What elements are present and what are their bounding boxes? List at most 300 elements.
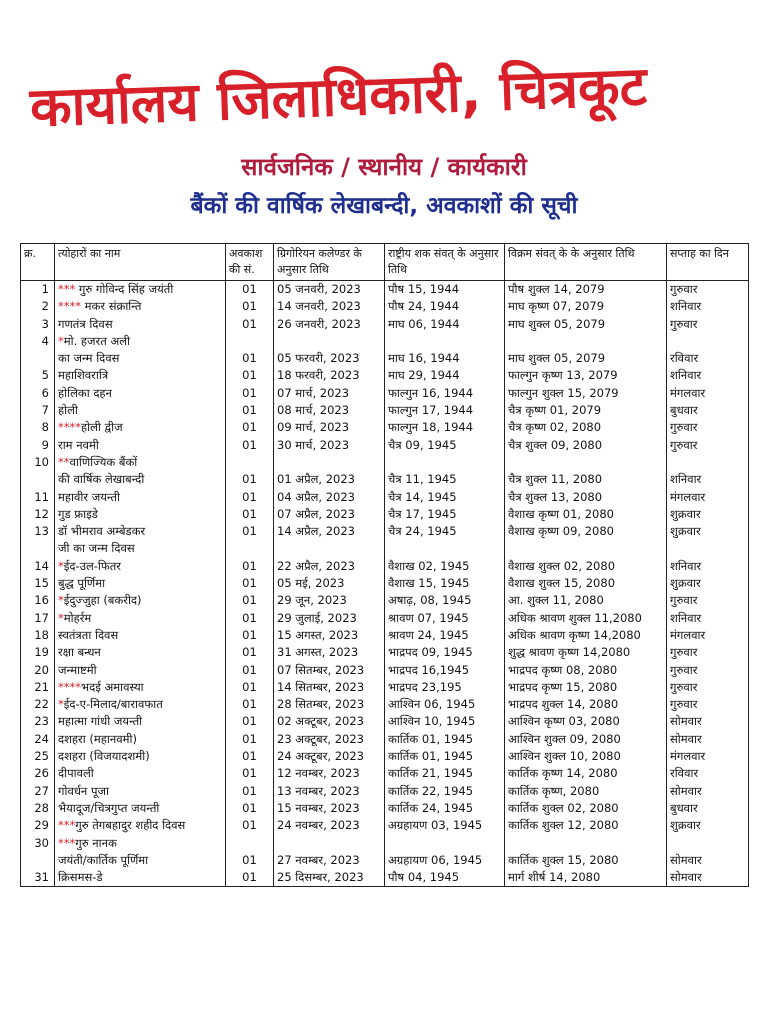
festival-name-cell — [55, 471, 226, 488]
serial-cell: 21 — [21, 679, 55, 696]
holiday-code-cell: 01 — [226, 748, 274, 765]
weekday-cell: शुक्रवार — [667, 506, 749, 523]
festival-name: गुड फ्राइडे — [58, 506, 98, 521]
festival-name: वाणिज्यिक बैंकों — [69, 454, 138, 469]
saka-date-cell: आश्विन 06, 1945 — [385, 696, 505, 713]
saka-date-cell: भाद्रपद 09, 1945 — [385, 644, 505, 661]
table-row — [21, 817, 749, 834]
asterisk-mark: * — [58, 697, 64, 712]
festival-name: मोहर्रम — [63, 610, 92, 625]
asterisk-mark: **** — [58, 420, 81, 435]
festival-name: होलिका दहन — [58, 385, 112, 400]
serial-cell — [21, 350, 55, 367]
table-row — [21, 385, 749, 402]
gregorian-date-cell: 05 फरवरी, 2023 — [274, 350, 385, 367]
vikram-date-cell: पौष शुक्ल 14, 2079 — [505, 281, 667, 299]
weekday-cell: गुरुवार — [667, 419, 749, 436]
festival-name: भैयादूज/चित्रगुप्त जयन्ती — [58, 800, 160, 815]
saka-date-cell: माघ 16, 1944 — [385, 350, 505, 367]
serial-cell: 3 — [21, 316, 55, 333]
table-row — [21, 333, 749, 350]
gregorian-date-cell: 27 नवम्बर, 2023 — [274, 852, 385, 869]
holiday-code-cell: 01 — [226, 402, 274, 419]
asterisk-mark: * — [58, 593, 64, 608]
holiday-code-cell: 01 — [226, 696, 274, 713]
vikram-date-cell: वैशाख शुक्ल 15, 2080 — [505, 575, 667, 592]
vikram-date-cell: माघ शुक्ल 05, 2079 — [505, 316, 667, 333]
festival-name: गोवर्धन पूजा — [58, 783, 110, 798]
gregorian-date-cell — [274, 454, 385, 471]
table-row — [21, 869, 749, 887]
table-row — [21, 765, 749, 782]
weekday-cell: शुक्रवार — [667, 575, 749, 592]
festival-name-cell — [55, 783, 226, 800]
vikram-date-cell: आ. शुक्ल 11, 2080 — [505, 592, 667, 609]
gregorian-date-cell: 07 मार्च, 2023 — [274, 385, 385, 402]
vikram-date-cell — [505, 835, 667, 852]
holiday-code-cell: 01 — [226, 627, 274, 644]
asterisk-mark: *** — [58, 835, 76, 850]
holiday-code-cell: 01 — [226, 575, 274, 592]
vikram-date-cell: फाल्गुन शुक्ल 15, 2079 — [505, 385, 667, 402]
serial-cell: 22 — [21, 696, 55, 713]
serial-cell: 28 — [21, 800, 55, 817]
festival-name-cell — [55, 696, 226, 713]
saka-date-cell: माघ 29, 1944 — [385, 367, 505, 384]
festival-name: ईद-ए-मिलाद/बारावफात — [63, 697, 163, 712]
serial-cell: 11 — [21, 489, 55, 506]
serial-cell: 7 — [21, 402, 55, 419]
header-serial: क्र. — [21, 244, 55, 281]
serial-cell: 17 — [21, 610, 55, 627]
weekday-cell: शनिवार — [667, 558, 749, 575]
header-gregorian-date: ग्रिगोरियन कलेण्डर के अनुसार तिथि — [274, 244, 385, 281]
vikram-date-cell: कार्तिक कृष्ण 14, 2080 — [505, 765, 667, 782]
holiday-code-cell: 01 — [226, 852, 274, 869]
festival-name: की वार्षिक लेखाबन्दी — [58, 472, 145, 487]
saka-date-cell: वैशाख 02, 1945 — [385, 558, 505, 575]
asterisk-mark: ** — [58, 454, 70, 469]
table-row — [21, 627, 749, 644]
festival-name-cell — [55, 316, 226, 333]
saka-date-cell: कार्तिक 01, 1945 — [385, 748, 505, 765]
vikram-date-cell: माघ शुक्ल 05, 2079 — [505, 350, 667, 367]
asterisk-mark: *** — [58, 282, 76, 296]
serial-cell: 2 — [21, 298, 55, 315]
serial-cell: 13 — [21, 523, 55, 540]
vikram-date-cell: कार्तिक शुक्ल 02, 2080 — [505, 800, 667, 817]
festival-name: मो. हजरत अली — [63, 333, 131, 348]
table-row — [21, 783, 749, 800]
festival-name-cell — [55, 575, 226, 592]
festival-name-cell — [55, 540, 226, 557]
weekday-cell: बुधवार — [667, 800, 749, 817]
header-festival-name: त्योहारों का नाम — [55, 244, 226, 281]
header-holiday-code: अवकाश की सं. — [226, 244, 274, 281]
saka-date-cell: वैशाख 15, 1945 — [385, 575, 505, 592]
holiday-table — [20, 243, 749, 887]
festival-name-cell — [55, 385, 226, 402]
saka-date-cell: कार्तिक 24, 1945 — [385, 800, 505, 817]
table-row — [21, 367, 749, 384]
gregorian-date-cell: 31 अगस्त, 2023 — [274, 644, 385, 661]
vikram-date-cell — [505, 333, 667, 350]
gregorian-date-cell: 18 फरवरी, 2023 — [274, 367, 385, 384]
festival-name-cell — [55, 800, 226, 817]
weekday-cell: गुरुवार — [667, 662, 749, 679]
holiday-code-cell: 01 — [226, 592, 274, 609]
saka-date-cell — [385, 333, 505, 350]
vikram-date-cell: वैशाख कृष्ण 01, 2080 — [505, 506, 667, 523]
table-row — [21, 471, 749, 488]
category-subtitle: सार्वजनिक / स्थानीय / कार्यकारी — [241, 153, 527, 181]
festival-name-cell — [55, 437, 226, 454]
festival-name-cell — [55, 298, 226, 315]
festival-name-cell — [55, 419, 226, 436]
table-row — [21, 679, 749, 696]
gregorian-date-cell: 24 अक्टूबर, 2023 — [274, 748, 385, 765]
vikram-date-cell: अधिक श्रावण कृष्ण 14,2080 — [505, 627, 667, 644]
gregorian-date-cell: 05 मई, 2023 — [274, 575, 385, 592]
table-row — [21, 523, 749, 540]
serial-cell: 16 — [21, 592, 55, 609]
festival-name: होली द्वीज — [81, 420, 123, 435]
weekday-cell: गुरुवार — [667, 437, 749, 454]
serial-cell: 5 — [21, 367, 55, 384]
festival-name-cell — [55, 765, 226, 782]
gregorian-date-cell — [274, 835, 385, 852]
festival-name-cell — [55, 489, 226, 506]
saka-date-cell: फाल्गुन 18, 1944 — [385, 419, 505, 436]
holiday-code-cell: 01 — [226, 662, 274, 679]
weekday-cell: रविवार — [667, 765, 749, 782]
festival-name-cell — [55, 713, 226, 730]
weekday-cell: शुक्रवार — [667, 523, 749, 540]
saka-date-cell: भाद्रपद 23,195 — [385, 679, 505, 696]
vikram-date-cell: कार्तिक शुक्ल 12, 2080 — [505, 817, 667, 834]
weekday-cell: गुरुवार — [667, 679, 749, 696]
serial-cell: 26 — [21, 765, 55, 782]
vikram-date-cell: चैत्र शुक्ल 11, 2080 — [505, 471, 667, 488]
gregorian-date-cell — [274, 333, 385, 350]
saka-date-cell: चैत्र 09, 1945 — [385, 437, 505, 454]
list-title: बैंकों की वार्षिक लेखाबन्दी, अवकाशों की सूची — [190, 193, 578, 219]
weekday-cell: मंगलवार — [667, 489, 749, 506]
holiday-code-cell: 01 — [226, 558, 274, 575]
festival-name: बुद्ध पूर्णिमा — [58, 576, 106, 591]
weekday-cell — [667, 835, 749, 852]
serial-cell: 19 — [21, 644, 55, 661]
weekday-cell: मंगलवार — [667, 748, 749, 765]
holiday-code-cell: 01 — [226, 471, 274, 488]
saka-date-cell: अग्रहायण 03, 1945 — [385, 817, 505, 834]
festival-name: ईदुज्जुहा (बकरीद) — [63, 593, 142, 608]
saka-date-cell: अषाढ़, 08, 1945 — [385, 592, 505, 609]
vikram-date-cell — [505, 540, 667, 557]
gregorian-date-cell: 14 सितम्बर, 2023 — [274, 679, 385, 696]
table-row — [21, 540, 749, 557]
gregorian-date-cell: 29 जून, 2023 — [274, 592, 385, 609]
festival-name-cell — [55, 644, 226, 661]
festival-name: स्वतंत्रता दिवस — [58, 627, 119, 642]
table-row — [21, 402, 749, 419]
gregorian-date-cell: 01 अप्रैल, 2023 — [274, 471, 385, 488]
saka-date-cell: भाद्रपद 16,1945 — [385, 662, 505, 679]
serial-cell: 4 — [21, 333, 55, 350]
saka-date-cell: चैत्र 14, 1945 — [385, 489, 505, 506]
gregorian-date-cell: 30 मार्च, 2023 — [274, 437, 385, 454]
weekday-cell — [667, 454, 749, 471]
gregorian-date-cell: 14 अप्रैल, 2023 — [274, 523, 385, 540]
holiday-code-cell: 01 — [226, 316, 274, 333]
weekday-cell: शुक्रवार — [667, 817, 749, 834]
festival-name: गुरु नानक — [75, 835, 117, 850]
table-row — [21, 662, 749, 679]
festival-name-cell — [55, 835, 226, 852]
table-row — [21, 748, 749, 765]
holiday-code-cell: 01 — [226, 869, 274, 887]
gregorian-date-cell: 07 सितम्बर, 2023 — [274, 662, 385, 679]
weekday-cell — [667, 333, 749, 350]
vikram-date-cell: चैत्र शुक्ल 13, 2080 — [505, 489, 667, 506]
serial-cell: 15 — [21, 575, 55, 592]
festival-name: गणतंत्र दिवस — [58, 316, 113, 331]
festival-name-cell — [55, 731, 226, 748]
weekday-cell: शनिवार — [667, 471, 749, 488]
gregorian-date-cell: 08 मार्च, 2023 — [274, 402, 385, 419]
weekday-cell: शनिवार — [667, 298, 749, 315]
gregorian-date-cell: 29 जुलाई, 2023 — [274, 610, 385, 627]
serial-cell: 30 — [21, 835, 55, 852]
holiday-code-cell: 01 — [226, 489, 274, 506]
table-row — [21, 852, 749, 869]
weekday-cell: सोमवार — [667, 783, 749, 800]
gregorian-date-cell: 15 नवम्बर, 2023 — [274, 800, 385, 817]
weekday-cell — [667, 540, 749, 557]
table-row — [21, 316, 749, 333]
festival-name: डॉ भीमराव अम्बेडकर — [58, 524, 146, 539]
holiday-code-cell: 01 — [226, 437, 274, 454]
holiday-code-cell: 01 — [226, 506, 274, 523]
table-row — [21, 800, 749, 817]
saka-date-cell: पौष 04, 1945 — [385, 869, 505, 887]
vikram-date-cell: अधिक श्रावण शुक्ल 11,2080 — [505, 610, 667, 627]
saka-date-cell: आश्विन 10, 1945 — [385, 713, 505, 730]
asterisk-mark: * — [58, 558, 64, 573]
festival-name: होली — [58, 403, 78, 418]
gregorian-date-cell: 02 अक्टूबर, 2023 — [274, 713, 385, 730]
vikram-date-cell: भाद्रपद शुक्ल 14, 2080 — [505, 696, 667, 713]
table-row — [21, 644, 749, 661]
serial-cell: 10 — [21, 454, 55, 471]
holiday-code-cell: 01 — [226, 419, 274, 436]
table-row — [21, 592, 749, 609]
table-row — [21, 489, 749, 506]
festival-name-cell — [55, 367, 226, 384]
table-row — [21, 610, 749, 627]
festival-name: दीपावली — [58, 766, 94, 781]
serial-cell: 31 — [21, 869, 55, 887]
serial-cell: 14 — [21, 558, 55, 575]
serial-cell: 12 — [21, 506, 55, 523]
table-row — [21, 298, 749, 315]
weekday-cell: शनिवार — [667, 610, 749, 627]
asterisk-mark: **** — [58, 679, 81, 694]
festival-name: जयंती/कार्तिक पूर्णिमा — [58, 852, 149, 867]
gregorian-date-cell: 13 नवम्बर, 2023 — [274, 783, 385, 800]
festival-name-cell — [55, 506, 226, 523]
festival-name-cell — [55, 454, 226, 471]
gregorian-date-cell: 24 नवम्बर, 2023 — [274, 817, 385, 834]
festival-name-cell — [55, 627, 226, 644]
vikram-date-cell: मार्ग शीर्ष 14, 2080 — [505, 869, 667, 887]
gregorian-date-cell: 07 अप्रैल, 2023 — [274, 506, 385, 523]
vikram-date-cell: चैत्र कृष्ण 01, 2079 — [505, 402, 667, 419]
gregorian-date-cell: 26 जनवरी, 2023 — [274, 316, 385, 333]
saka-date-cell: पौष 15, 1944 — [385, 281, 505, 299]
festival-name: ईद-उल-फितर — [63, 558, 122, 573]
weekday-cell: बुधवार — [667, 402, 749, 419]
table-row — [21, 281, 749, 299]
festival-name: राम नवमी — [58, 437, 99, 452]
asterisk-mark: **** — [58, 299, 81, 314]
serial-cell: 1 — [21, 281, 55, 299]
holiday-code-cell: 01 — [226, 298, 274, 315]
holiday-code-cell: 01 — [226, 731, 274, 748]
saka-date-cell — [385, 540, 505, 557]
festival-name-cell — [55, 350, 226, 367]
festival-name: रक्षा बन्धन — [58, 645, 101, 660]
weekday-cell: गुरुवार — [667, 316, 749, 333]
gregorian-date-cell: 14 जनवरी, 2023 — [274, 298, 385, 315]
gregorian-date-cell: 23 अक्टूबर, 2023 — [274, 731, 385, 748]
weekday-cell: सोमवार — [667, 869, 749, 887]
festival-name-cell — [55, 662, 226, 679]
saka-date-cell — [385, 454, 505, 471]
saka-date-cell: माघ 06, 1944 — [385, 316, 505, 333]
vikram-date-cell: चैत्र कृष्ण 02, 2080 — [505, 419, 667, 436]
festival-name-cell — [55, 679, 226, 696]
festival-name: महावीर जयन्ती — [58, 489, 120, 504]
table-row — [21, 454, 749, 471]
weekday-cell: मंगलवार — [667, 385, 749, 402]
holiday-code-cell: 01 — [226, 281, 274, 299]
saka-date-cell — [385, 835, 505, 852]
festival-name-cell — [55, 523, 226, 540]
holiday-code-cell: 01 — [226, 765, 274, 782]
serial-cell — [21, 471, 55, 488]
saka-date-cell: कार्तिक 01, 1945 — [385, 731, 505, 748]
gregorian-date-cell: 25 दिसम्बर, 2023 — [274, 869, 385, 887]
holiday-code-cell: 01 — [226, 610, 274, 627]
vikram-date-cell: आश्विन कृष्ण 03, 2080 — [505, 713, 667, 730]
holiday-code-cell: 01 — [226, 817, 274, 834]
table-row — [21, 731, 749, 748]
gregorian-date-cell — [274, 540, 385, 557]
saka-date-cell: पौष 24, 1944 — [385, 298, 505, 315]
table-row — [21, 437, 749, 454]
weekday-cell: गुरुवार — [667, 592, 749, 609]
festival-name: दशहरा (महानवमी) — [58, 731, 137, 746]
asterisk-mark: * — [58, 333, 64, 348]
festival-name: जी का जन्म दिवस — [58, 541, 135, 556]
saka-date-cell: चैत्र 24, 1945 — [385, 523, 505, 540]
table-row — [21, 575, 749, 592]
gregorian-date-cell: 04 अप्रैल, 2023 — [274, 489, 385, 506]
saka-date-cell: चैत्र 11, 1945 — [385, 471, 505, 488]
festival-name-cell — [55, 592, 226, 609]
saka-date-cell: श्रावण 24, 1945 — [385, 627, 505, 644]
serial-cell: 6 — [21, 385, 55, 402]
vikram-date-cell: आश्विन शुक्ल 10, 2080 — [505, 748, 667, 765]
serial-cell: 25 — [21, 748, 55, 765]
header-weekday: सप्ताह का दिन — [667, 244, 749, 281]
serial-cell: 9 — [21, 437, 55, 454]
vikram-date-cell: कार्तिक कृष्ण, 2080 — [505, 783, 667, 800]
gregorian-date-cell: 28 सितम्बर, 2023 — [274, 696, 385, 713]
table-row — [21, 558, 749, 575]
festival-name-cell — [55, 558, 226, 575]
serial-cell: 27 — [21, 783, 55, 800]
table-row — [21, 350, 749, 367]
holiday-code-cell — [226, 454, 274, 471]
document-header — [0, 0, 768, 230]
saka-date-cell: कार्तिक 21, 1945 — [385, 765, 505, 782]
vikram-date-cell — [505, 454, 667, 471]
festival-name-cell — [55, 402, 226, 419]
holiday-code-cell: 01 — [226, 367, 274, 384]
vikram-date-cell: भाद्रपद कृष्ण 08, 2080 — [505, 662, 667, 679]
saka-date-cell: श्रावण 07, 1945 — [385, 610, 505, 627]
serial-cell: 29 — [21, 817, 55, 834]
vikram-date-cell: आश्विन शुक्ल 09, 2080 — [505, 731, 667, 748]
weekday-cell: गुरुवार — [667, 281, 749, 299]
festival-name: क्रिसमस-डे — [58, 870, 103, 885]
festival-name-cell — [55, 869, 226, 887]
table-row — [21, 506, 749, 523]
weekday-cell: सोमवार — [667, 713, 749, 730]
office-title: कार्यालय जिलाधिकारी, चित्रकूट — [28, 54, 648, 139]
holiday-code-cell: 01 — [226, 783, 274, 800]
vikram-date-cell: भाद्रपद कृष्ण 15, 2080 — [505, 679, 667, 696]
weekday-cell: गुरुवार — [667, 696, 749, 713]
festival-name: मकर संक्रान्ति — [81, 299, 142, 314]
holiday-code-cell — [226, 540, 274, 557]
serial-cell: 18 — [21, 627, 55, 644]
holiday-code-cell: 01 — [226, 350, 274, 367]
festival-name-cell — [55, 610, 226, 627]
table-row — [21, 419, 749, 436]
vikram-date-cell: शुद्ध श्रावण कृष्ण 14,2080 — [505, 644, 667, 661]
table-row — [21, 696, 749, 713]
festival-name-cell — [55, 748, 226, 765]
asterisk-mark: *** — [58, 818, 76, 833]
vikram-date-cell: वैशाख कृष्ण 09, 2080 — [505, 523, 667, 540]
holiday-code-cell: 01 — [226, 679, 274, 696]
weekday-cell: रविवार — [667, 350, 749, 367]
saka-date-cell: चैत्र 17, 1945 — [385, 506, 505, 523]
festival-name: भदई अमावस्या — [81, 679, 144, 694]
saka-date-cell: अग्रहायण 06, 1945 — [385, 852, 505, 869]
serial-cell: 23 — [21, 713, 55, 730]
saka-date-cell: फाल्गुन 17, 1944 — [385, 402, 505, 419]
holiday-code-cell — [226, 835, 274, 852]
header-row — [21, 244, 749, 281]
festival-name-cell — [55, 281, 226, 299]
holiday-code-cell: 01 — [226, 644, 274, 661]
header-vikram-date: विक्रम संवत् के के अनुसार तिथि — [505, 244, 667, 281]
holiday-code-cell: 01 — [226, 713, 274, 730]
